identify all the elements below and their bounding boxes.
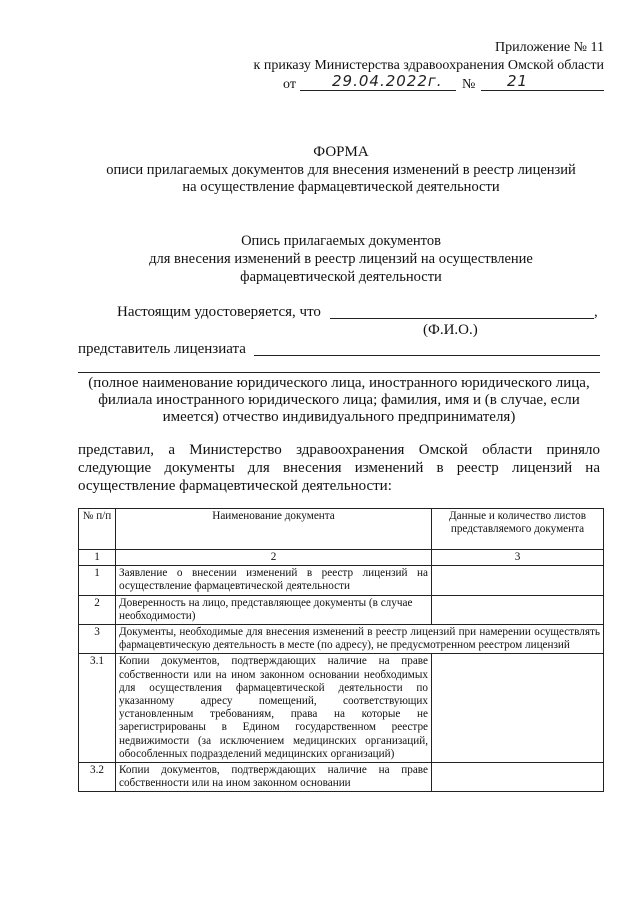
table-row [79,566,604,595]
representative-line [254,355,600,356]
row-document: Доверенность на лицо, представляющее документы (в случае необходимости) [116,595,432,624]
fio-caption: (Ф.И.О.) [423,322,478,338]
table-row [79,763,604,792]
row-document: Копии документов, подтверждающих наличие на праве собственности или на ином законном основании [116,763,432,792]
certify-text: Настоящим удостоверяется, что [117,304,321,320]
paragraph-line-3: осуществление фармацевтической деятельности: [78,478,392,494]
inventory-title-2: для внесения изменений в реестр лицензий на осуществление [149,251,533,267]
full-name-note-2: филиала иностранного юридического лица; фамилия, имя и (в случае, если [98,392,580,408]
full-name-note-3: имеется) отчество индивидуального предпринимателя) [162,409,516,425]
index-cell-3: 3 [432,550,604,566]
table-header-row [79,509,604,550]
header-number: № п/п [79,509,116,550]
index-cell-2: 2 [116,550,432,566]
table-index-row [79,550,604,566]
fio-line [330,318,594,319]
header-document-data: Данные и количество листов представляемого документа [432,509,604,550]
row-number: 1 [79,566,116,595]
row-data-cell [432,654,604,763]
representative-label: представитель лицензиата [78,341,246,357]
table-row [79,625,604,654]
row-data-cell [432,566,604,595]
full-name-note-1: (полное наименование юридического лица, иностранного юридического лица, [88,375,590,391]
appendix-number: Приложение № 11 [495,40,604,55]
handwritten-number: 21 [507,72,529,90]
paragraph-line-1: представил, а Министерство здравоохранения Омской области приняло [78,442,600,458]
order-reference: к приказу Министерства здравоохранения Омской области [253,58,604,73]
row-number: 2 [79,595,116,624]
date-prefix: от [283,77,296,92]
form-subtitle-1: описи прилагаемых документов для внесения изменений в реестр лицензий [106,162,576,178]
number-prefix: № [462,77,476,92]
documents-table [78,508,604,792]
full-name-line [78,372,600,373]
row-document: Документы, необходимые для внесения изменений в реестр лицензий при намерении осуществлять фармацевтическую деятельность в месте (по адресу), не предусмотренном реестром лицензий [116,625,604,654]
comma: , [594,304,598,320]
row-document: Заявление о внесении изменений в реестр лицензий на осуществление фармацевтической деятельности [116,566,432,595]
paragraph-line-2: следующие документы для внесения изменений в реестр лицензий на [78,460,600,476]
row-number: 3.1 [79,654,116,763]
handwritten-date: 29.04.2022г. [332,72,443,90]
index-cell-1: 1 [79,550,116,566]
table-row [79,595,604,624]
inventory-title-1: Опись прилагаемых документов [241,233,441,249]
table-row [79,654,604,763]
row-data-cell [432,763,604,792]
row-number: 3 [79,625,116,654]
number-line [481,90,604,91]
header-document-name: Наименование документа [116,509,432,550]
row-number: 3.2 [79,763,116,792]
row-data-cell [432,595,604,624]
row-document: Копии документов, подтверждающих наличие на праве собственности или на ином законном основании необходимых для осуществления фармацевтической деятельности по указанному адресу помещений, соответствующих установленным требованиям, права на которые не зарегистрированы в Едином государственном реестре недвижимости (за исключением медицинских организаций, обособленных подразделений медицинских организаций) [116,654,432,763]
inventory-title-3: фармацевтической деятельности [240,269,442,285]
form-subtitle-2: на осуществление фармацевтической деятельности [182,179,500,195]
form-title: ФОРМА [313,144,369,160]
date-line [300,90,456,91]
